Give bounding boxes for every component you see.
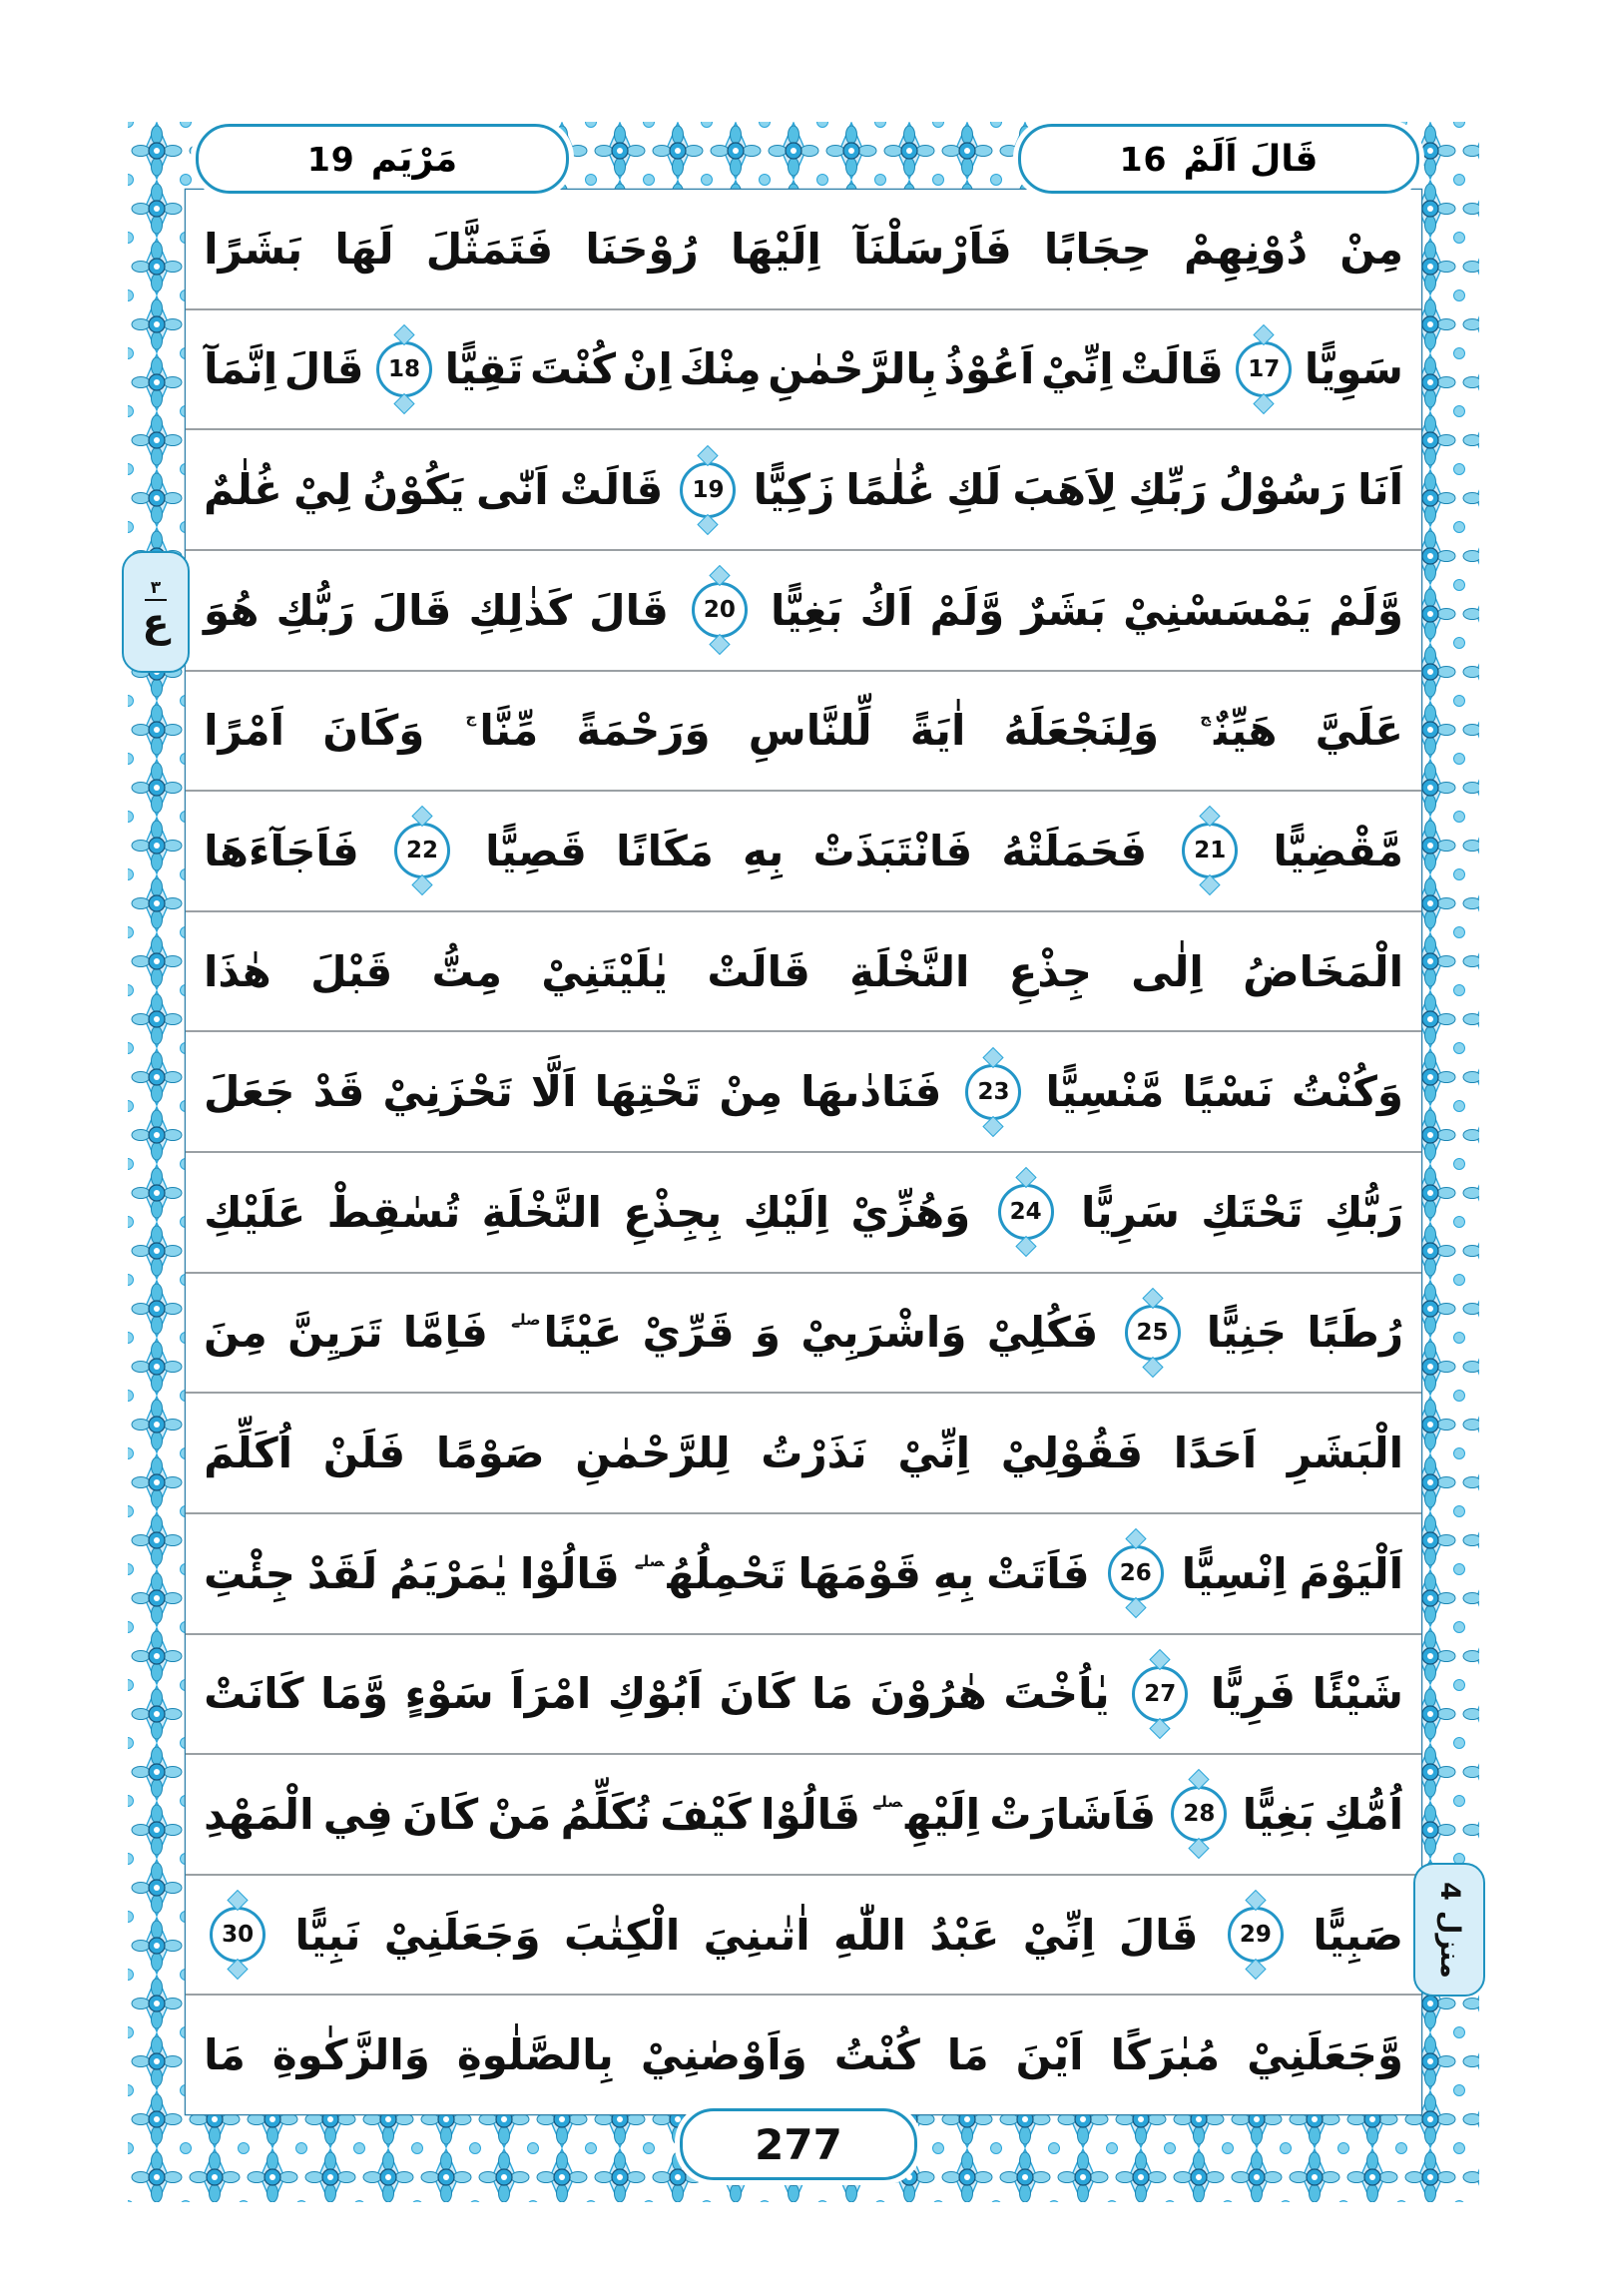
quran-word: فَاَشَارَتْ (989, 1789, 1157, 1839)
quran-word: مِتُّ (431, 946, 502, 996)
quran-word: بِهِ (743, 826, 785, 875)
quran-word: عَلَيَّ (1315, 706, 1403, 756)
quran-word: اَبُوْكِ (607, 1669, 703, 1719)
quran-line-10 (186, 1274, 1421, 1395)
verse-number: 27 (1144, 1680, 1177, 1707)
quran-word: قَالَتْ (707, 946, 810, 996)
quran-line-11 (186, 1394, 1421, 1514)
verse-number-badge (1228, 1907, 1284, 1963)
quran-word: فَانْتَبَذَتْ (812, 826, 973, 875)
quran-word: تُسٰقِطْ (326, 1187, 461, 1237)
quran-word: مِّنَّا$^ج$ (465, 706, 539, 756)
quran-word: اِنِّيْ (897, 1429, 971, 1478)
quran-word: كُنْتَ (530, 344, 617, 394)
quran-word: لِيْ (292, 465, 352, 515)
quran-word: بِالصَّلٰوةِ (456, 2030, 614, 2080)
quran-word: وَّمَا (320, 1669, 388, 1719)
quran-word: الْمَهْدِ (204, 1789, 314, 1839)
quran-word: رَسُوْلُ (1218, 465, 1346, 515)
quran-word: اٰتٰىنِيَ (703, 1910, 810, 1960)
verse-number: 26 (1119, 1560, 1152, 1587)
quran-word: عَبْدُ (929, 1910, 1000, 1960)
quran-word: عَيْنًا$^{صلے}$ (511, 1308, 623, 1358)
quran-word: قَالُوْا (761, 1789, 860, 1839)
quran-word: نُكَلِّمُ (560, 1789, 651, 1839)
quran-word: اِنْ (622, 344, 673, 394)
quran-word: مَا (204, 2030, 246, 2080)
pause-mark: صلے (872, 1792, 902, 1811)
quran-word: تَحْتَكِ (1201, 1187, 1304, 1237)
quran-word: قَالَ (371, 585, 452, 635)
verse-number-badge (998, 1184, 1054, 1240)
quran-word: قَرِّيْ (642, 1308, 735, 1358)
quran-word: نَذَرْتُ (761, 1429, 867, 1478)
quran-word: لَهَا (334, 224, 394, 274)
quran-word: اُمُّكِ (1324, 1789, 1403, 1839)
quran-word: كَيْفَ (660, 1789, 752, 1839)
border-strip-left (128, 122, 186, 2202)
quran-word: فَاَتَتْ (986, 1548, 1090, 1598)
quran-word: بِهِ (932, 1548, 975, 1598)
quran-word: النَّخْلَةِ (849, 946, 970, 996)
quran-word: غُلٰمٌ (204, 465, 282, 515)
quran-word: بَشَرٌ (1021, 585, 1106, 635)
verse-number: 20 (703, 597, 736, 624)
quran-word: وَّجَعَلَنِيْ (1247, 2030, 1403, 2080)
quran-word: فَحَمَلَتْهُ (1001, 826, 1148, 875)
quran-word: رُطَبًا (1307, 1308, 1403, 1358)
page-number: 277 (755, 2119, 842, 2169)
manzil-marker (1413, 1863, 1485, 1997)
quran-word: نَسْيًا (1182, 1067, 1274, 1117)
quran-word: يٰاُخْتَ (1003, 1669, 1110, 1719)
quran-word: اَمْرًا (204, 706, 285, 756)
verse-number-badge (1132, 1666, 1188, 1722)
pause-mark: صلے (634, 1551, 665, 1570)
quran-word: وَهُزِّيْ (850, 1187, 971, 1237)
quran-word: هَيِّنٌ$^ج$ (1200, 706, 1278, 756)
quran-word: فَاِمَّا (402, 1308, 488, 1358)
quran-line-12 (186, 1514, 1421, 1635)
ruku-marker (122, 551, 190, 673)
quran-word: قَوْمَهَا (798, 1548, 921, 1598)
quran-word: امْرَاَ (510, 1669, 592, 1719)
quran-word: اِنِّيْ (1040, 344, 1114, 394)
quran-word: كَانَ (402, 1789, 479, 1839)
quran-word: قَالُوْا (519, 1548, 620, 1598)
quran-word: مِنْ (1339, 224, 1403, 274)
page-number-cartouche (680, 2108, 917, 2180)
quran-word: فَكُلِيْ (986, 1308, 1099, 1358)
verse-number: 19 (692, 476, 725, 503)
quran-word: اَلْيَوْمَ (1299, 1548, 1403, 1598)
verse-number: 29 (1239, 1922, 1272, 1949)
quran-word: تَحْتِهَا (594, 1067, 702, 1117)
quran-word: سَرِيًّا (1080, 1187, 1180, 1237)
manzil-label: منزل (1433, 1910, 1465, 1979)
manzil-number: 4 (1433, 1881, 1465, 1901)
quran-word: يَمْسَسْنِيْ (1123, 585, 1313, 635)
quran-word: اللّٰهِ (833, 1910, 906, 1960)
quran-line-5 (186, 672, 1421, 793)
verse-number: 17 (1248, 355, 1281, 382)
quran-word: اِلٰى (1131, 946, 1204, 996)
quran-word: الْكِتٰبَ (564, 1910, 681, 1960)
quran-word: فَقُوْلِيْ (1000, 1429, 1144, 1478)
quran-text-area (186, 190, 1421, 2114)
quran-word: مَكَانًا (616, 826, 714, 875)
quran-word: كَانَتْ (204, 1669, 304, 1719)
quran-word: مَا (811, 1669, 853, 1719)
surah-name: مَرْيَم (370, 138, 458, 180)
quran-word: لِّلنَّاسِ (748, 706, 872, 756)
quran-word: النَّخْلَةِ (481, 1187, 602, 1237)
quran-word: كُنْتُ (833, 2030, 920, 2080)
quran-word: سَوِيًّا (1304, 344, 1403, 394)
verse-number-badge (1108, 1545, 1164, 1601)
juz-name: قَالَ اَلَمْ (1183, 138, 1319, 180)
pause-mark: ج (1200, 709, 1212, 728)
quran-word: اِنَّمَآ (204, 344, 278, 394)
quran-word: قَصِيًّا (485, 826, 587, 875)
quran-word: فِي (322, 1789, 393, 1839)
juz-title-cartouche (1018, 124, 1419, 194)
verse-number-badge (1125, 1305, 1181, 1361)
quran-word: اِنِّيْ (1022, 1910, 1096, 1960)
quran-word: مَّقْضِيًّا (1273, 826, 1403, 875)
quran-word: قَالَ (283, 344, 364, 394)
quran-line-9 (186, 1153, 1421, 1274)
quran-line-4 (186, 551, 1421, 672)
quran-word: لِلرَّحْمٰنِ (575, 1429, 731, 1478)
quran-word: رُوْحَنَا (585, 224, 699, 274)
quran-word: صَبِيًّا (1313, 1910, 1403, 1960)
verse-number-badge (1236, 341, 1292, 397)
quran-line-6 (186, 792, 1421, 912)
quran-word: يٰمَرْيَمُ (389, 1548, 508, 1598)
verse-number-badge (376, 341, 432, 397)
quran-word: وَرَحْمَةً (576, 706, 711, 756)
quran-word: جَنِيًّا (1206, 1308, 1288, 1358)
surah-title-cartouche (196, 124, 569, 194)
verse-number: 22 (405, 838, 438, 864)
quran-word: وَّلَمْ (1329, 585, 1403, 635)
quran-word: كَانَ (719, 1669, 796, 1719)
verse-number-badge (965, 1064, 1021, 1120)
quran-word: لَكِ (946, 465, 1002, 515)
quran-line-2 (186, 310, 1421, 431)
quran-word: تَحْمِلُهُ$^{صلے}$ (634, 1548, 787, 1598)
quran-line-7 (186, 912, 1421, 1033)
quran-word: كَذٰلِكِ (468, 585, 573, 635)
verse-number: 25 (1136, 1319, 1169, 1346)
pause-mark: صلے (511, 1311, 541, 1330)
juz-number: 16 (1119, 139, 1168, 179)
quran-word: فَاَرْسَلْنَآ (852, 224, 1012, 274)
quran-word: لِاَهَبَ (1012, 465, 1118, 515)
quran-line-15 (186, 1876, 1421, 1997)
quran-word: غُلٰمًا (845, 465, 936, 515)
quran-word: اَنَا (1357, 465, 1403, 515)
quran-word: فَرِيًّا (1210, 1669, 1297, 1719)
quran-word: هٰرُوْنَ (869, 1669, 987, 1719)
quran-word: اِلَيْهَا (730, 224, 821, 274)
quran-word: فَتَمَثَّلَ (425, 224, 554, 274)
verse-number: 23 (977, 1078, 1010, 1105)
quran-word: مَّنْسِيًّا (1045, 1067, 1165, 1117)
quran-word: اَيْنَ (1015, 2030, 1084, 2080)
quran-word: نَبِيًّا (294, 1910, 361, 1960)
verse-number-badge (394, 823, 450, 878)
quran-word: وَاَوْصٰنِيْ (640, 2030, 807, 2080)
quran-word: مَا (946, 2030, 989, 2080)
verse-number-badge (1171, 1786, 1227, 1842)
quran-word: وَ (754, 1308, 781, 1358)
verse-number-badge (680, 462, 736, 518)
quran-word: رَبِّكِ (1128, 465, 1208, 515)
quran-word: فَلَنْ (322, 1429, 406, 1478)
quran-line-8 (186, 1032, 1421, 1153)
quran-word: اَلَّا (530, 1067, 577, 1117)
quran-word: تَرَيِنَّ (287, 1308, 383, 1358)
quran-word: وَالزَّكٰوةِ (271, 2030, 430, 2080)
surah-number: 19 (306, 139, 355, 179)
quran-word: اِلَيْهِ$^{صلے}$ (872, 1789, 981, 1839)
quran-word: مِنَ (204, 1308, 267, 1358)
quran-word: عَلَيْكِ (204, 1187, 306, 1237)
pause-mark: ج (465, 709, 477, 728)
ruku-count: ٣ (145, 580, 167, 601)
quran-word: بِالرَّحْمٰنِ (768, 344, 937, 394)
quran-word: جِذْعِ (1008, 946, 1092, 996)
quran-word: اَنّٰى (475, 465, 549, 515)
ruku-ain-symbol: ع (142, 599, 170, 646)
quran-word: اَعُوْذُ (943, 344, 1035, 394)
quran-word: وَلِنَجْعَلَهُ (1003, 706, 1160, 756)
quran-word: قَالَ (589, 585, 669, 635)
verse-number: 24 (1009, 1199, 1042, 1226)
quran-word: اُكَلِّمَ (204, 1429, 293, 1478)
quran-word: بَشَرًا (204, 224, 303, 274)
quran-word: مَنْ (487, 1789, 552, 1839)
quran-word: حِجَابًا (1043, 224, 1152, 274)
quran-word: قَدْ (312, 1067, 365, 1117)
quran-word: مُبٰرَكًا (1110, 2030, 1221, 2080)
quran-word: الْبَشَرِ (1287, 1429, 1403, 1478)
quran-word: لَقَدْ (306, 1548, 378, 1598)
quran-word: مِنْ (719, 1067, 784, 1117)
quran-word: وَكَانَ (322, 706, 425, 756)
quran-word: اِنْسِيًّا (1181, 1548, 1288, 1598)
quran-word: هُوَ (204, 585, 260, 635)
quran-word: سَوْءٍ (404, 1669, 494, 1719)
quran-word: فَاَجَآءَهَا (204, 826, 359, 875)
quran-line-14 (186, 1755, 1421, 1876)
quran-word: وَّلَمْ (929, 585, 1005, 635)
quran-word: اَحَدًا (1173, 1429, 1258, 1478)
quran-word: هٰذَا (204, 946, 271, 996)
quran-word: قَبْلَ (310, 946, 393, 996)
quran-word: بِجِذْعِ (623, 1187, 723, 1237)
quran-word: قَالَتْ (559, 465, 664, 515)
quran-line-16 (186, 1996, 1421, 2114)
quran-word: اٰيَةً (909, 706, 966, 756)
quran-word: الْمَخَاضُ (1243, 946, 1403, 996)
quran-word: رَبُّكِ (275, 585, 355, 635)
quran-word: اَكُ (859, 585, 913, 635)
quran-word: يٰلَيْتَنِيْ (541, 946, 669, 996)
quran-word: زَكِيًّا (753, 465, 835, 515)
verse-number: 28 (1183, 1801, 1216, 1828)
quran-word: وَاشْرَبِيْ (800, 1308, 967, 1358)
quran-line-13 (186, 1635, 1421, 1756)
quran-word: اِلَيْكِ (743, 1187, 829, 1237)
quran-word: قَالَتْ (1120, 344, 1224, 394)
verse-number: 21 (1194, 838, 1227, 864)
quran-word: فَنَادٰىهَا (800, 1067, 942, 1117)
quran-word: تَقِيًّا (444, 344, 524, 394)
verse-number: 30 (222, 1922, 255, 1949)
quran-word: وَكُنْتُ (1291, 1067, 1403, 1117)
quran-word: قَالَ (1118, 1910, 1199, 1960)
quran-word: بَغِيًّا (771, 585, 843, 635)
quran-word: يَكُوْنُ (362, 465, 465, 515)
verse-number-badge (1182, 823, 1238, 878)
verse-number: 18 (388, 355, 421, 382)
quran-word: جِئْتِ (204, 1548, 295, 1598)
verse-number-badge (692, 582, 748, 638)
quran-line-1 (186, 190, 1421, 310)
quran-word: تَحْزَنِيْ (382, 1067, 513, 1117)
verse-number-badge (210, 1907, 266, 1963)
quran-word: صَوْمًا (435, 1429, 545, 1478)
quran-word: وَجَعَلَنِيْ (383, 1910, 541, 1960)
quran-word: دُوْنِهِمْ (1183, 224, 1309, 274)
quran-line-3 (186, 430, 1421, 551)
quran-word: رَبُّكِ (1324, 1187, 1403, 1237)
quran-word: بَغِيًّا (1242, 1789, 1316, 1839)
quran-word: جَعَلَ (204, 1067, 295, 1117)
quran-word: شَيْئًا (1312, 1669, 1403, 1719)
quran-word: مِنْكَ (679, 344, 762, 394)
